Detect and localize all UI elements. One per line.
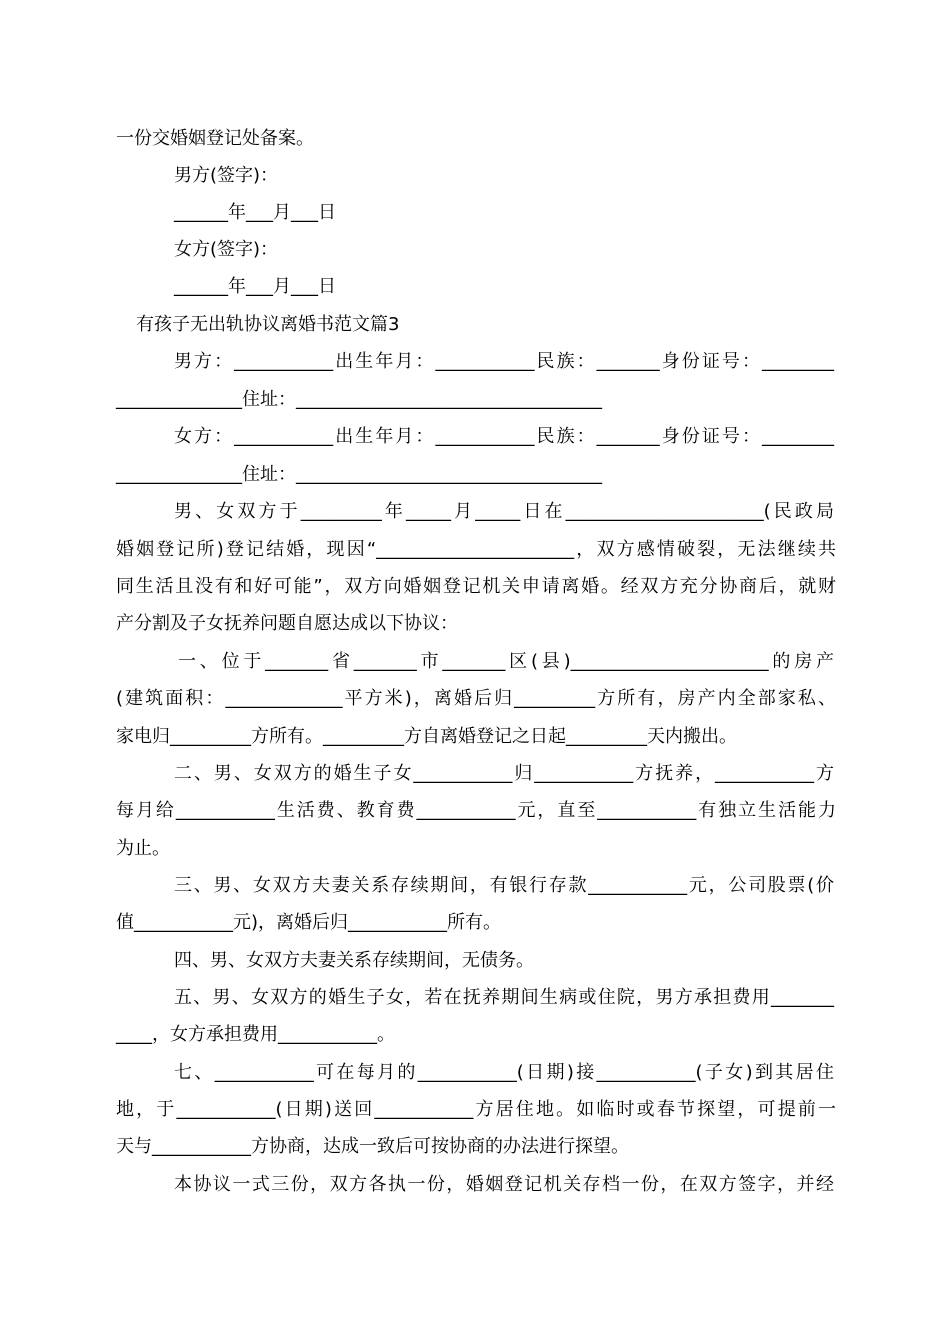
clause-line: 每月给___________生活费、教育费___________元，直至___________有独立生活能力: [116, 800, 836, 821]
male-address-line: ______________住址：__________________________________: [116, 389, 602, 410]
clause-line: 四、男、女双方夫妻关系存续期间，无债务。: [174, 950, 534, 971]
clause-line: ____，女方承担费用___________。: [116, 1024, 395, 1045]
clause-line: 一、位于_______省_______市_______区(县)______________________的房产: [178, 651, 834, 672]
clause-line: 地，于___________(日期)送回___________方居住地。如临时或春节探望，可提前一: [116, 1099, 836, 1120]
clause-line: 家电归_________方所有。_________方自离婚登记之日起_________天内搬出。: [116, 726, 737, 747]
section-title: 有孩子无出轨协议离婚书范文篇3: [136, 314, 400, 335]
date-line-female: ______年___月___日: [174, 276, 336, 297]
clause-line: 值___________元)，离婚后归___________所有。: [116, 912, 502, 933]
female-info-line: 女方：___________出生年月：___________民族：_______身份证号：________: [174, 426, 834, 447]
closing-line: 本协议一式三份，双方各执一份，婚姻登记机关存档一份，在双方签字，并经: [174, 1174, 834, 1195]
text-line: 一份交婚姻登记处备案。: [116, 128, 314, 149]
signature-label-female: 女方(签字)：: [174, 239, 279, 260]
female-address-line: ______________住址：__________________________________: [116, 464, 602, 485]
clause-line: (建筑面积：_____________平方米)，离婚后归_________方所有，房产内全部家私、: [116, 688, 836, 709]
male-info-line: 男方：___________出生年月：___________民族：_______身份证号：________: [174, 351, 834, 372]
paragraph-line: 男、女双方于_________年_____月_____日在______________________(民政局: [174, 501, 834, 522]
paragraph-line: 婚姻登记所)登记结婚，现因“______________________，双方感情破裂，无法继续共: [116, 539, 836, 560]
signature-label-male: 男方(签字)：: [174, 165, 279, 186]
clause-line: 天与___________方协商，达成一致后可按协商的办法进行探望。: [116, 1136, 629, 1157]
clause-line: 三、男、女双方夫妻关系存续期间，有银行存款___________元，公司股票(价: [174, 875, 834, 896]
clause-line: 七、___________可在每月的___________(日期)接___________(子女)到其居住: [174, 1062, 834, 1083]
paragraph-line: 产分割及子女抚养问题自愿达成以下协议：: [116, 613, 458, 634]
clause-line: 二、男、女双方的婚生子女___________归___________方抚养，___________方: [174, 763, 834, 784]
paragraph-line: 同生活且没有和好可能”，双方向婚姻登记机关申请离婚。经双方充分协商后，就财: [116, 576, 836, 597]
clause-line: 五、男、女双方的婚生子女，若在抚养期间生病或住院，男方承担费用_______: [174, 987, 834, 1008]
clause-line: 为止。: [116, 838, 170, 859]
date-line-male: ______年___月___日: [174, 202, 336, 223]
